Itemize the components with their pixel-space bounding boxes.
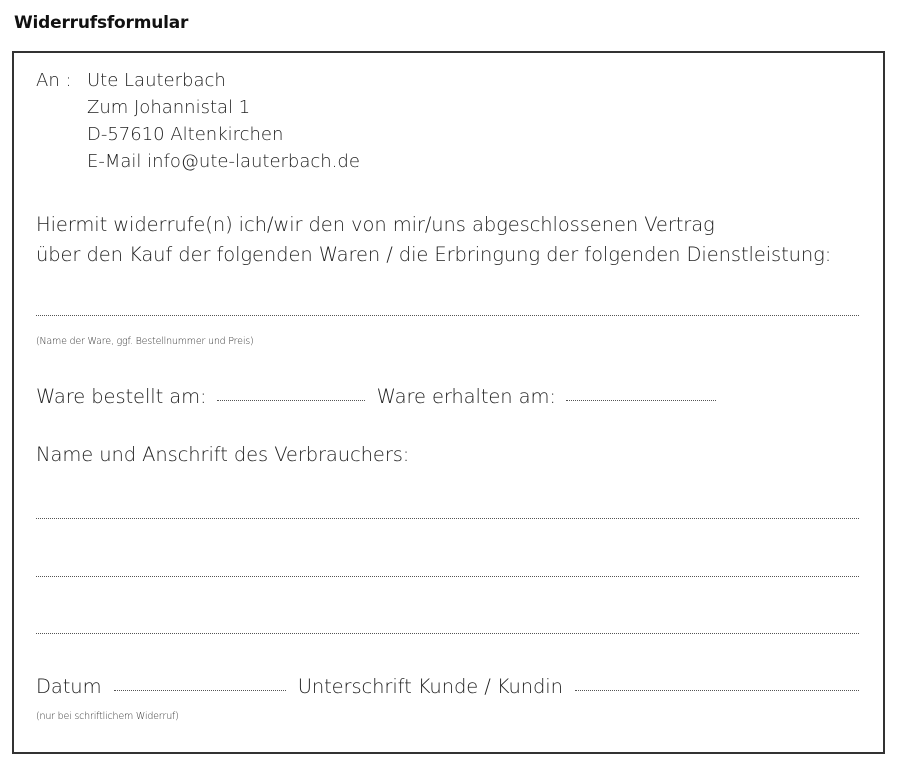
statement-line-1: Hiermit widerrufe(n) ich/wir den von mir/uns abgeschlossenen Vertrag bbox=[36, 213, 715, 236]
consumer-fill-line-2[interactable] bbox=[36, 576, 859, 577]
statement-line-2: über den Kauf der folgenden Waren / die Erbringung der folgenden Dienstleistung: bbox=[36, 243, 832, 266]
recipient-name: Ute Lauterbach bbox=[87, 70, 226, 91]
ordered-date-label: Ware bestellt am: bbox=[36, 385, 207, 408]
goods-fill-line[interactable] bbox=[36, 315, 859, 316]
recipient-label: An : bbox=[36, 70, 72, 91]
received-date-label: Ware erhalten am: bbox=[376, 385, 556, 408]
date-label: Datum bbox=[36, 675, 102, 698]
signature-label: Unterschrift Kunde / Kundin bbox=[297, 675, 563, 698]
signature-fill-line[interactable] bbox=[575, 690, 859, 691]
goods-hint: (Name der Ware, ggf. Bestellnummer und Preis) bbox=[36, 336, 254, 347]
date-fill-line[interactable] bbox=[114, 690, 286, 691]
signature-row bbox=[36, 675, 859, 698]
consumer-label: Name und Anschrift des Verbrauchers: bbox=[36, 443, 410, 466]
signature-hint: (nur bei schriftlichem Widerruf) bbox=[36, 711, 179, 722]
page-title: Widerrufsformular bbox=[14, 13, 189, 33]
recipient-city: D-57610 Altenkirchen bbox=[87, 124, 284, 145]
consumer-fill-line-3[interactable] bbox=[36, 633, 859, 634]
recipient-email: E-Mail info@ute-lauterbach.de bbox=[87, 151, 360, 172]
consumer-fill-line-1[interactable] bbox=[36, 518, 859, 519]
dates-row bbox=[36, 385, 716, 408]
received-date-fill-line[interactable] bbox=[566, 400, 716, 401]
ordered-date-fill-line[interactable] bbox=[217, 400, 365, 401]
recipient-street: Zum Johannistal 1 bbox=[87, 97, 251, 118]
